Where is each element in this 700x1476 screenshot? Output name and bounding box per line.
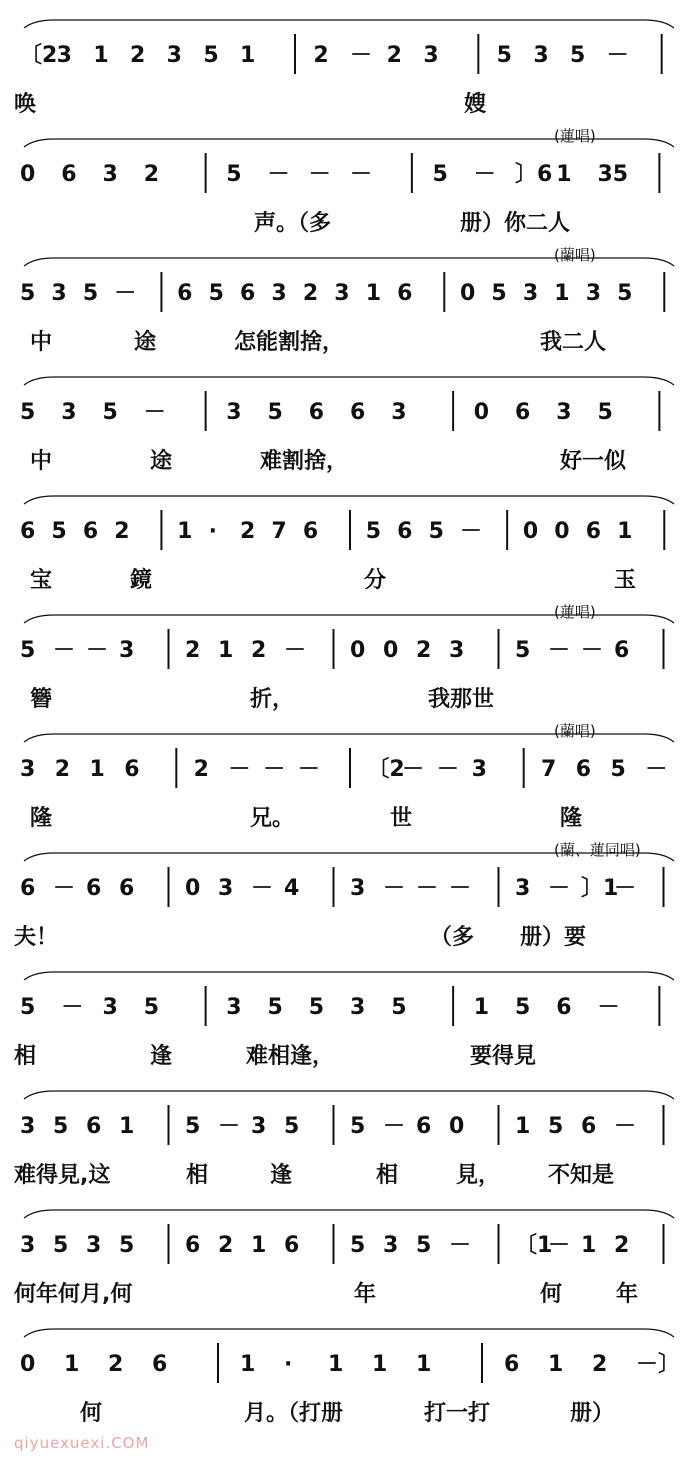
note: 3 bbox=[102, 995, 118, 1020]
note: － bbox=[460, 519, 483, 544]
note: 5 bbox=[597, 400, 613, 425]
notation-line bbox=[0, 1317, 700, 1395]
lyric-text: 月。（打册 bbox=[244, 1401, 344, 1426]
note: 5 bbox=[20, 400, 36, 425]
phrase-slur bbox=[24, 972, 674, 980]
lyric-text: 我二人 bbox=[540, 330, 607, 355]
lyric-text: 隆 bbox=[30, 806, 53, 831]
note: 5 bbox=[20, 995, 36, 1020]
note: 1 bbox=[473, 995, 490, 1020]
lyric-text: 册） bbox=[570, 1401, 615, 1426]
score-row bbox=[0, 484, 700, 622]
score-row bbox=[0, 365, 700, 503]
lyric-text: 打一打 bbox=[424, 1401, 491, 1426]
note: 0 bbox=[185, 876, 201, 901]
note: 5 bbox=[432, 162, 448, 187]
note: 0 bbox=[20, 162, 36, 187]
lyric-text: 要得見 bbox=[470, 1044, 537, 1069]
note: 6 bbox=[581, 1114, 597, 1139]
note: 5 bbox=[226, 162, 242, 187]
note: － bbox=[267, 162, 290, 187]
note: － bbox=[473, 162, 496, 187]
lyric-text: 兄。 bbox=[250, 806, 295, 831]
note: 7 bbox=[271, 519, 287, 544]
lyric-text: 声。（多 bbox=[254, 211, 332, 236]
note: 5 bbox=[308, 995, 325, 1020]
lyric-text: 何 bbox=[80, 1401, 103, 1426]
note: 3 bbox=[556, 400, 572, 425]
note: 6 bbox=[152, 1352, 168, 1377]
lyric-text: 折， bbox=[250, 687, 295, 712]
note: 1 bbox=[328, 1352, 344, 1377]
note: － bbox=[416, 876, 439, 901]
notation-line bbox=[0, 8, 700, 86]
note: 5 bbox=[203, 43, 219, 68]
note: 5 bbox=[428, 519, 444, 544]
note: 3 bbox=[449, 638, 465, 663]
note: － bbox=[449, 876, 472, 901]
score-row bbox=[0, 603, 700, 741]
note: 3 bbox=[86, 1233, 102, 1258]
lyric-text: 怎能割捨， bbox=[234, 330, 345, 355]
lyric-text: 見， bbox=[456, 1163, 501, 1188]
note: 2 bbox=[386, 43, 402, 68]
note: 2 bbox=[54, 757, 71, 782]
phrase-slur bbox=[24, 1091, 674, 1099]
note: 0 bbox=[522, 519, 539, 544]
note: 1 bbox=[515, 1114, 531, 1139]
note: 2 bbox=[302, 281, 319, 306]
score-row bbox=[0, 841, 700, 979]
lyric-text: 嫂 bbox=[464, 92, 487, 117]
note: 6 bbox=[614, 638, 630, 663]
lyric-text: 途 bbox=[150, 449, 173, 474]
note: 3 bbox=[350, 995, 366, 1020]
note: 1 bbox=[548, 1352, 564, 1377]
note: －〕 bbox=[636, 1352, 681, 1377]
note: 6 bbox=[177, 281, 193, 306]
note: － bbox=[436, 757, 459, 782]
note: 7 bbox=[541, 757, 557, 782]
singer-annotation: (蘭唱) bbox=[554, 246, 596, 264]
note: 5 bbox=[610, 757, 626, 782]
notation-line bbox=[0, 1198, 700, 1276]
lyric-text: 世 bbox=[390, 806, 413, 831]
phrase-slur bbox=[24, 20, 674, 28]
note: 0 bbox=[350, 638, 366, 663]
note: 2 bbox=[130, 43, 146, 68]
note: 1 bbox=[617, 519, 633, 544]
note: 6 bbox=[302, 519, 319, 544]
note: 1 bbox=[556, 162, 572, 187]
note: 5 bbox=[53, 1233, 69, 1258]
note: 6 bbox=[416, 1114, 432, 1139]
note: 6 bbox=[185, 1233, 201, 1258]
note: 6 bbox=[61, 162, 77, 187]
note: 3 bbox=[226, 400, 242, 425]
note: 0 bbox=[554, 519, 570, 544]
note: 1 bbox=[372, 1352, 388, 1377]
note: 2 bbox=[240, 519, 256, 544]
lyric-text: 途 bbox=[134, 330, 157, 355]
notation-line bbox=[0, 365, 700, 443]
note: 5 bbox=[515, 995, 531, 1020]
note: 3 bbox=[218, 876, 234, 901]
note: － bbox=[263, 757, 286, 782]
note: 6 bbox=[350, 400, 366, 425]
lyric-text: 中 bbox=[30, 449, 53, 474]
note: 5 bbox=[548, 1114, 564, 1139]
note: 2 bbox=[114, 519, 130, 544]
note: 2 bbox=[185, 638, 201, 663]
note: 5 bbox=[515, 638, 531, 663]
singer-annotation: (蓮唱) bbox=[554, 603, 596, 621]
notation-line bbox=[0, 1079, 700, 1157]
note: 5 bbox=[143, 995, 160, 1020]
note: 0 bbox=[449, 1114, 465, 1139]
note: · bbox=[208, 519, 217, 544]
note: 6 bbox=[86, 876, 102, 901]
note: 2 bbox=[143, 162, 160, 187]
note: 2 bbox=[416, 638, 432, 663]
singer-annotation: (蓮唱) bbox=[554, 127, 596, 145]
lyric-text: 分 bbox=[364, 568, 387, 593]
note: － bbox=[614, 876, 637, 901]
lyric-text: 鏡 bbox=[130, 568, 153, 593]
note: － bbox=[449, 1233, 472, 1258]
note: 1 bbox=[93, 43, 109, 68]
note: 6 bbox=[240, 281, 256, 306]
lyric-text: 簪 bbox=[30, 687, 53, 712]
note: 1 bbox=[119, 1114, 135, 1139]
score-row bbox=[0, 960, 700, 1098]
notation-line bbox=[0, 603, 700, 681]
note: 3 bbox=[56, 43, 72, 68]
lyric-text: 玉 bbox=[614, 568, 637, 593]
note: 3 bbox=[20, 1114, 36, 1139]
note: 0 bbox=[473, 400, 490, 425]
lyric-text: 逢 bbox=[150, 1044, 173, 1069]
note: 6 bbox=[556, 995, 572, 1020]
note: 2 bbox=[108, 1352, 124, 1377]
note: 3 bbox=[102, 162, 118, 187]
phrase-slur bbox=[24, 377, 674, 385]
note: 6 bbox=[575, 757, 592, 782]
score-row bbox=[0, 722, 700, 860]
note: 6 bbox=[515, 400, 531, 425]
note: 5 bbox=[496, 43, 512, 68]
phrase-slur bbox=[24, 1210, 674, 1218]
note: － bbox=[597, 995, 620, 1020]
note: 6 bbox=[504, 1352, 520, 1377]
note: 〔2 bbox=[20, 43, 58, 68]
note: 3 bbox=[515, 876, 531, 901]
lyric-text: 好一似 bbox=[560, 449, 627, 474]
lyric-text: （多 bbox=[430, 925, 475, 950]
lyric-text: 我那世 bbox=[428, 687, 495, 712]
note: － bbox=[61, 995, 84, 1020]
note: 5 bbox=[491, 281, 507, 306]
note: 5 bbox=[570, 43, 586, 68]
note: 1 bbox=[89, 757, 105, 782]
note: － bbox=[581, 638, 604, 663]
note: － bbox=[308, 162, 331, 187]
note: 2 bbox=[218, 1233, 234, 1258]
note: 3 bbox=[20, 757, 36, 782]
note: － bbox=[383, 1114, 406, 1139]
note: 5 bbox=[365, 519, 382, 544]
score-row bbox=[0, 127, 700, 265]
notation-line bbox=[0, 127, 700, 205]
note: 3 bbox=[119, 638, 135, 663]
note: 1 bbox=[251, 1233, 267, 1258]
note: 3 bbox=[271, 281, 287, 306]
phrase-slur bbox=[24, 1329, 674, 1337]
lyric-text: 中 bbox=[30, 330, 53, 355]
note: 5 bbox=[267, 995, 283, 1020]
note: 1 bbox=[64, 1352, 80, 1377]
note: 3 bbox=[522, 281, 539, 306]
note: 5 bbox=[51, 519, 67, 544]
lyric-text: 宝 bbox=[30, 568, 53, 593]
lyric-text: 相 bbox=[14, 1044, 37, 1069]
note: 5 bbox=[185, 1114, 201, 1139]
note: 2 bbox=[592, 1352, 608, 1377]
notation-line bbox=[0, 246, 700, 324]
phrase-slur bbox=[24, 496, 674, 504]
note: 5 bbox=[350, 1114, 366, 1139]
lyric-text: 隆 bbox=[560, 806, 583, 831]
lyric-text: 相 bbox=[186, 1163, 209, 1188]
note: － bbox=[614, 1114, 637, 1139]
notation-line bbox=[0, 484, 700, 562]
note: 6 bbox=[119, 876, 135, 901]
note: － bbox=[251, 876, 274, 901]
note: 6 bbox=[20, 876, 36, 901]
note: 1 bbox=[416, 1352, 432, 1377]
note: － bbox=[606, 43, 629, 68]
note: 〕6 bbox=[515, 162, 553, 187]
site-watermark: qiyuexuexi.COM bbox=[14, 1434, 150, 1452]
note: － bbox=[53, 638, 76, 663]
note: 0 bbox=[20, 1352, 36, 1377]
lyric-text: 难相逢， bbox=[246, 1044, 335, 1069]
lyric-text: 何 bbox=[540, 1282, 563, 1307]
note: － bbox=[228, 757, 251, 782]
notation-line bbox=[0, 722, 700, 800]
note: 3 bbox=[20, 1233, 36, 1258]
lyric-text: 不知是 bbox=[548, 1163, 615, 1188]
lyric-text: 难得見,这 bbox=[14, 1163, 111, 1188]
note: － bbox=[548, 876, 571, 901]
note: 5 bbox=[119, 1233, 135, 1258]
note: 3 bbox=[166, 43, 182, 68]
note: 3 bbox=[251, 1114, 267, 1139]
lyric-text: 难割捨， bbox=[260, 449, 349, 474]
lyric-text: 册）你二人 bbox=[460, 211, 571, 236]
note: － bbox=[350, 43, 373, 68]
note: － bbox=[297, 757, 320, 782]
note: 1 bbox=[218, 638, 234, 663]
score-row bbox=[0, 8, 700, 146]
note: 6 bbox=[86, 1114, 102, 1139]
note: 3 bbox=[383, 1233, 399, 1258]
note: 6 bbox=[284, 1233, 300, 1258]
note: 1 bbox=[365, 281, 382, 306]
note: － bbox=[53, 876, 76, 901]
note: 5 bbox=[82, 281, 99, 306]
note: 3 bbox=[334, 281, 350, 306]
note: 〔1 bbox=[515, 1233, 553, 1258]
note: 3 bbox=[585, 281, 602, 306]
singer-annotation: (蘭、蓮同唱) bbox=[554, 841, 641, 859]
lyric-text: 册）要 bbox=[520, 925, 587, 950]
note: － bbox=[383, 876, 406, 901]
note: 6 bbox=[82, 519, 99, 544]
score-row bbox=[0, 1198, 700, 1336]
note: 2 bbox=[614, 1233, 630, 1258]
note: 2 bbox=[251, 638, 267, 663]
note: － bbox=[143, 400, 166, 425]
note: 2 bbox=[193, 757, 209, 782]
note: 5 bbox=[20, 281, 36, 306]
note: － bbox=[284, 638, 307, 663]
note: 5 bbox=[284, 1114, 300, 1139]
note: 5 bbox=[617, 281, 633, 306]
lyric-text: 夫！ bbox=[14, 925, 59, 950]
lyric-text: 唤 bbox=[14, 92, 37, 117]
score-row bbox=[0, 1079, 700, 1217]
note: 6 bbox=[397, 281, 413, 306]
note: － bbox=[218, 1114, 241, 1139]
lyric-text: 年 bbox=[616, 1282, 639, 1307]
note: 6 bbox=[585, 519, 602, 544]
lyric-text: 逢 bbox=[270, 1163, 293, 1188]
note: 3 bbox=[533, 43, 549, 68]
note: 0 bbox=[460, 281, 476, 306]
note: 5 bbox=[350, 1233, 366, 1258]
note: 〕1 bbox=[581, 876, 619, 901]
note: － bbox=[86, 638, 109, 663]
score-row bbox=[0, 246, 700, 384]
note: 1 bbox=[240, 1352, 256, 1377]
note: 3 bbox=[226, 995, 242, 1020]
note: 5 bbox=[208, 281, 224, 306]
note: 3 bbox=[391, 400, 407, 425]
note: 2 bbox=[313, 43, 329, 68]
note: 6 bbox=[20, 519, 36, 544]
note: 1 bbox=[177, 519, 193, 544]
note: 4 bbox=[284, 876, 300, 901]
note: 1 bbox=[554, 281, 570, 306]
note: 6 bbox=[124, 757, 140, 782]
note: 3 bbox=[61, 400, 77, 425]
note: 3 bbox=[471, 757, 487, 782]
note: 1 bbox=[581, 1233, 597, 1258]
note: 5 bbox=[53, 1114, 69, 1139]
note: 5 bbox=[391, 995, 407, 1020]
note: － bbox=[114, 281, 137, 306]
note: 5 bbox=[416, 1233, 432, 1258]
note: － bbox=[645, 757, 668, 782]
note: · bbox=[284, 1352, 293, 1377]
note: 5 bbox=[267, 400, 283, 425]
note: 3 bbox=[350, 876, 366, 901]
note: － bbox=[350, 162, 373, 187]
note: 6 bbox=[397, 519, 413, 544]
note: 1 bbox=[240, 43, 256, 68]
note: － bbox=[402, 757, 425, 782]
singer-annotation: (蘭唱) bbox=[554, 722, 596, 740]
note: 5 bbox=[20, 638, 36, 663]
note: － bbox=[548, 638, 571, 663]
notation-line bbox=[0, 841, 700, 919]
note: 3 bbox=[51, 281, 67, 306]
lyric-text: 年 bbox=[354, 1282, 377, 1307]
note: 0 bbox=[383, 638, 399, 663]
note: 5 bbox=[102, 400, 118, 425]
note: 6 bbox=[308, 400, 325, 425]
note: 〔2 bbox=[367, 757, 405, 782]
lyric-text: 相 bbox=[376, 1163, 399, 1188]
note: － bbox=[548, 1233, 571, 1258]
note: 35 bbox=[597, 162, 629, 187]
lyric-text: 何年何月,何 bbox=[14, 1282, 133, 1307]
notation-line bbox=[0, 960, 700, 1038]
note: 3 bbox=[423, 43, 439, 68]
